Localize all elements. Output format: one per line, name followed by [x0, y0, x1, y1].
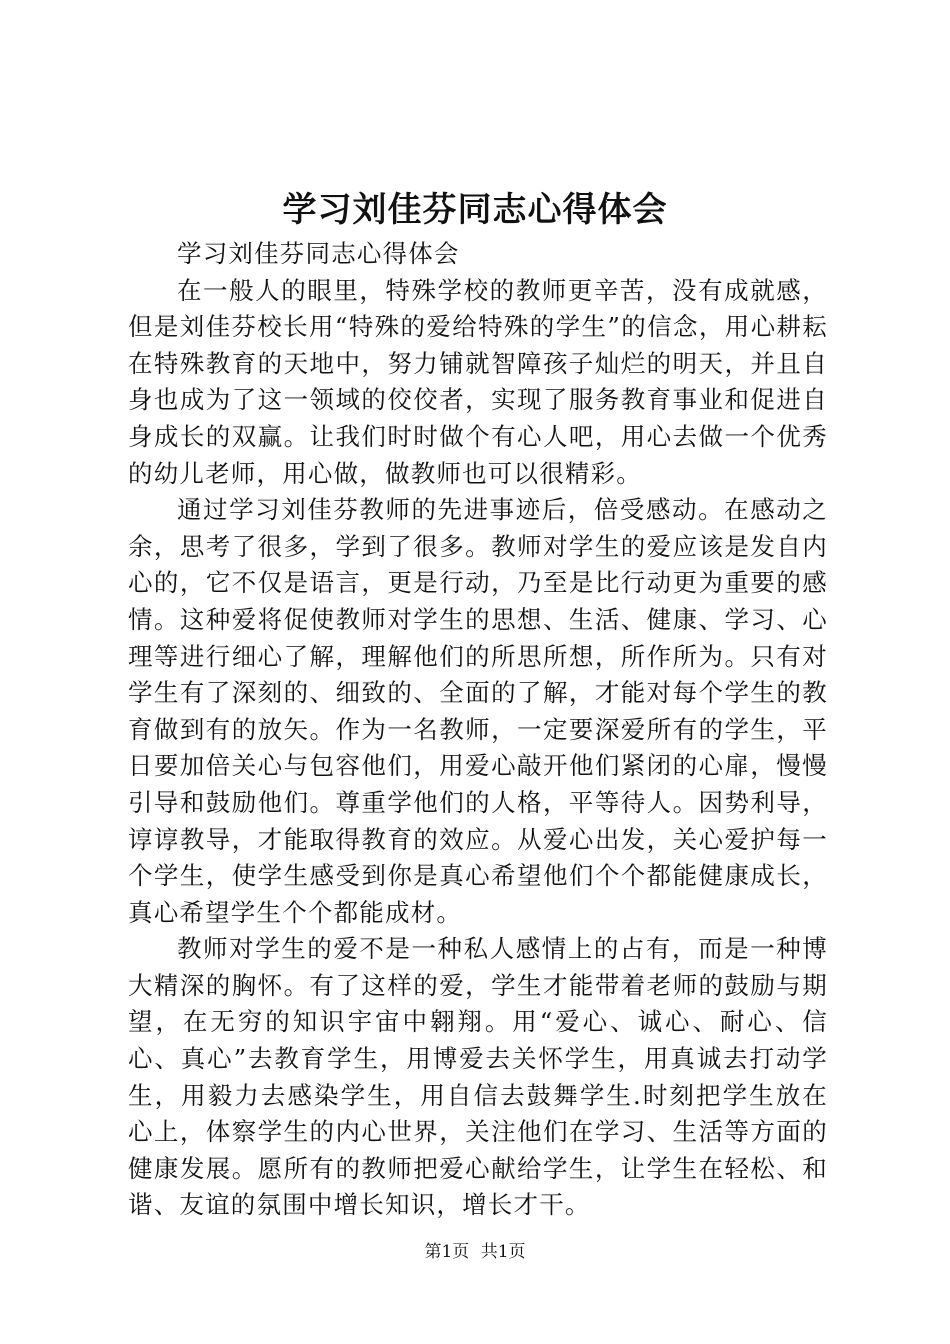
document-body: [128, 236, 828, 1224]
subtitle-paragraph: 学习刘佳芬同志心得体会: [177, 239, 460, 268]
page-total: 共1页: [480, 1242, 526, 1262]
body-paragraph: 在一般人的眼里，特殊学校的教师更辛苦，没有成就感，但是刘佳芬校长用“特殊的爱给特殊的学生”的信念，用心耕耘在特殊教育的天地中，努力铺就智障孩子灿烂的明天，并且自身也成为了这一领域的佼佼者，实现了服务教育事业和促进自身成长的双赢。让我们时时做个有心人吧，用心去做一个优秀的幼儿老师，用心做，做教师也可以很精彩。: [128, 275, 828, 488]
document-title: 学习刘佳芬同志心得体会: [282, 190, 668, 230]
page-footer: [0, 1240, 950, 1264]
page-number: 第1页: [424, 1242, 470, 1262]
body-paragraph: 通过学习刘佳芬教师的先进事迹后，倍受感动。在感动之余，思考了很多，学到了很多。教师对学生的爱应该是发自内心的，它不仅是语言，更是行动，乃至是比行动更为重要的感情。这种爱将促使教师对学生的思想、生活、健康、学习、心理等进行细心了解，理解他们的所思所想，所作所为。只有对学生有了深刻的、细致的、全面的了解，才能对每个学生的教育做到有的放矢。作为一名教师，一定要深爱所有的学生，平日要加倍关心与包容他们，用爱心敲开他们紧闭的心扉，慢慢引导和鼓励他们。尊重学他们的人格，平等待人。因势利导，谆谆教导，才能取得教育的效应。从爱心出发，关心爱护每一个学生，使学生感受到你是真心希望他们个个都能健康成长，真心希望学生个个都能成材。: [128, 495, 828, 927]
body-paragraph: 教师对学生的爱不是一种私人感情上的占有，而是一种博大精深的胸怀。有了这样的爱，学生才能带着老师的鼓励与期望，在无穷的知识宇宙中翱翔。用“爱心、诚心、耐心、信心、真心”去教育学生，用博爱去关怀学生，用真诚去打动学生，用毅力去感染学生，用自信去鼓舞学生.时刻把学生放在心上，体察学生的内心世界，关注他们在学习、生活等方面的健康发展。愿所有的教师把爱心献给学生，让学生在轻松、和谐、友谊的氛围中增长知识，增长才干。: [128, 934, 828, 1220]
